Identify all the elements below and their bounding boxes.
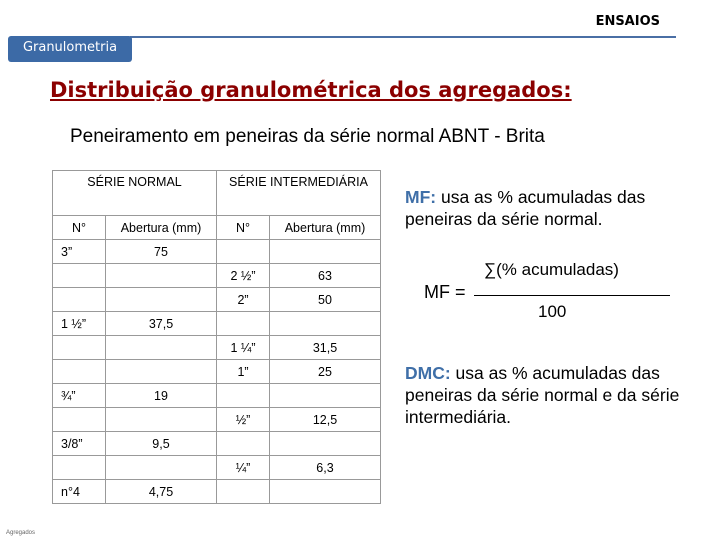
table-row bbox=[53, 264, 381, 288]
cell-n-intermediate: ½” bbox=[217, 408, 270, 432]
footer-label: Agregados bbox=[6, 530, 36, 536]
cell-abertura-normal: 75 bbox=[106, 240, 217, 264]
column-header-row bbox=[53, 216, 381, 240]
table-row bbox=[53, 288, 381, 312]
dmc-description bbox=[405, 362, 710, 428]
section-tab: Granulometria bbox=[8, 36, 132, 62]
cell-abertura-normal bbox=[106, 264, 217, 288]
dmc-label: DMC: bbox=[405, 363, 451, 383]
cell-abertura-intermediate: 25 bbox=[270, 360, 381, 384]
cell-abertura-normal: 37,5 bbox=[106, 312, 217, 336]
cell-abertura-intermediate: 63 bbox=[270, 264, 381, 288]
cell-n-intermediate: ¼” bbox=[217, 456, 270, 480]
slide-subtitle: Peneiramento em peneiras da série normal ABNT - Brita bbox=[70, 126, 545, 147]
cell-n-normal: 1 ½” bbox=[53, 312, 106, 336]
cell-n-normal bbox=[53, 360, 106, 384]
cell-abertura-normal: 19 bbox=[106, 384, 217, 408]
cell-abertura-intermediate: 6,3 bbox=[270, 456, 381, 480]
cell-n-normal: n°4 bbox=[53, 480, 106, 504]
cell-abertura-intermediate bbox=[270, 480, 381, 504]
cell-abertura-normal bbox=[106, 360, 217, 384]
table-row bbox=[53, 312, 381, 336]
table-row bbox=[53, 240, 381, 264]
cell-abertura-intermediate bbox=[270, 432, 381, 456]
cell-n-intermediate bbox=[217, 384, 270, 408]
formula-lhs: MF = bbox=[424, 282, 466, 302]
cell-n-normal: ¾” bbox=[53, 384, 106, 408]
table-row bbox=[53, 480, 381, 504]
cell-abertura-intermediate bbox=[270, 240, 381, 264]
cell-n-intermediate: 2 ½” bbox=[217, 264, 270, 288]
table-row bbox=[53, 408, 381, 432]
col-header-n-normal: N° bbox=[53, 216, 106, 240]
group-header-row bbox=[53, 171, 381, 216]
table-row bbox=[53, 336, 381, 360]
mf-label: MF: bbox=[405, 187, 437, 207]
table-row bbox=[53, 432, 381, 456]
cell-n-normal: 3/8” bbox=[53, 432, 106, 456]
cell-n-intermediate bbox=[217, 480, 270, 504]
col-header-abertura-intermediate: Abertura (mm) bbox=[270, 216, 381, 240]
formula-fraction-bar bbox=[474, 295, 670, 296]
sieve-table bbox=[52, 170, 381, 504]
cell-n-intermediate: 2” bbox=[217, 288, 270, 312]
formula-numerator: ∑(% acumuladas) bbox=[484, 260, 619, 279]
cell-abertura-intermediate bbox=[270, 384, 381, 408]
cell-n-intermediate: 1 ¼” bbox=[217, 336, 270, 360]
mf-description bbox=[405, 186, 705, 230]
cell-n-normal: 3” bbox=[53, 240, 106, 264]
cell-abertura-intermediate bbox=[270, 312, 381, 336]
header-divider bbox=[130, 36, 676, 38]
col-header-abertura-normal: Abertura (mm) bbox=[106, 216, 217, 240]
cell-n-normal bbox=[53, 456, 106, 480]
dmc-text: usa as % acumuladas das peneiras da série normal e da série intermediária. bbox=[405, 363, 680, 427]
cell-n-normal bbox=[53, 336, 106, 360]
cell-n-intermediate bbox=[217, 240, 270, 264]
cell-abertura-intermediate: 12,5 bbox=[270, 408, 381, 432]
cell-abertura-normal: 9,5 bbox=[106, 432, 217, 456]
cell-n-intermediate: 1” bbox=[217, 360, 270, 384]
cell-abertura-intermediate: 50 bbox=[270, 288, 381, 312]
cell-abertura-normal bbox=[106, 336, 217, 360]
cell-n-normal bbox=[53, 408, 106, 432]
cell-abertura-normal bbox=[106, 288, 217, 312]
col-header-n-intermediate: N° bbox=[217, 216, 270, 240]
table-row bbox=[53, 456, 381, 480]
cell-abertura-normal: 4,75 bbox=[106, 480, 217, 504]
group-header-intermediate: SÉRIE INTERMEDIÁRIA bbox=[217, 171, 381, 216]
slide-title: Distribuição granulométrica dos agregados: bbox=[50, 78, 572, 102]
cell-abertura-normal bbox=[106, 456, 217, 480]
table-row bbox=[53, 360, 381, 384]
cell-n-normal bbox=[53, 264, 106, 288]
cell-n-normal bbox=[53, 288, 106, 312]
formula-denominator: 100 bbox=[538, 302, 567, 321]
cell-abertura-normal bbox=[106, 408, 217, 432]
cell-n-intermediate bbox=[217, 432, 270, 456]
cell-n-intermediate bbox=[217, 312, 270, 336]
table-row bbox=[53, 384, 381, 408]
group-header-normal: SÉRIE NORMAL bbox=[53, 171, 217, 216]
header-title: ENSAIOS bbox=[595, 14, 660, 29]
mf-text: usa as % acumuladas das peneiras da série normal. bbox=[405, 187, 646, 229]
cell-abertura-intermediate: 31,5 bbox=[270, 336, 381, 360]
